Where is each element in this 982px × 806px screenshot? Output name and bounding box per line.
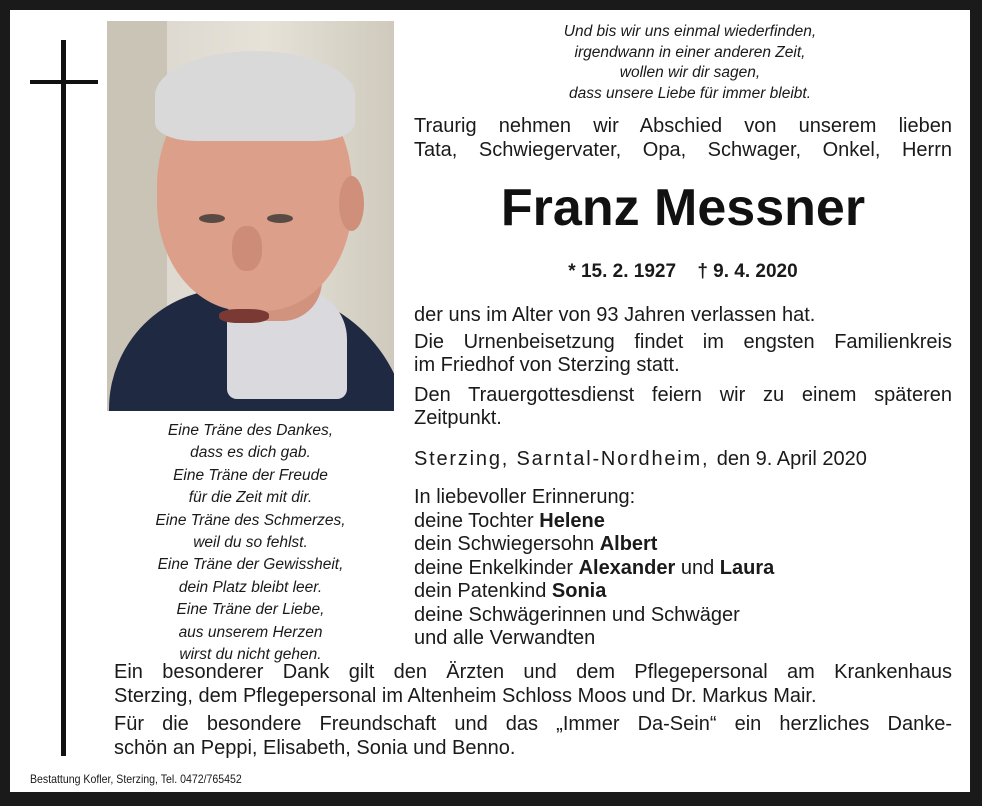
age-line (414, 304, 952, 327)
poem-line: Eine Träne des Schmerzes, (155, 511, 346, 529)
family-relation: dein Patenkind (414, 580, 552, 602)
poem-line: Eine Träne der Liebe, (176, 601, 325, 619)
family-heading: In liebevoller Erinnerung: (414, 486, 636, 508)
family-relation: deine Tochter (414, 509, 540, 532)
family-member (414, 580, 952, 604)
family-others: deine Schwägerinnen und Schwäger (414, 603, 740, 626)
poem-line: Eine Träne des Dankes, (167, 422, 334, 439)
thanks-line: Ein besonderer Dank gilt den Ärzten und dem Pflegepersonal am Krankenhaus (114, 661, 952, 683)
photo-eye-right (267, 214, 293, 223)
date-text: den 9. April 2020 (716, 448, 867, 470)
family-member (414, 557, 952, 581)
family-name: Albert (599, 533, 658, 555)
cross-icon-horizontal (30, 80, 98, 84)
motto-line: dass unsere Liebe für immer bleibt. (568, 84, 812, 102)
family-others: und alle Verwandten (414, 627, 596, 649)
motto-line: irgendwann in einer anderen Zeit, (574, 43, 806, 61)
service-line: Zeitpunkt. (414, 407, 502, 429)
intro-text (414, 114, 952, 162)
service-line: Den Trauergottesdienst feiern wir zu einem späteren (414, 384, 952, 406)
photo-nose (232, 226, 262, 271)
thanks-line: Sterzing, dem Pflegepersonal im Altenheim Schloss Moos und Dr. Markus Mair. (114, 684, 817, 707)
portrait-photo (107, 21, 394, 411)
motto-line: wollen wir dir sagen, (619, 64, 761, 81)
poem-line: aus unserem Herzen (178, 623, 323, 641)
poem-line: wirst du nicht gehen. (179, 646, 322, 664)
family-relation: deine Enkelkinder (414, 556, 579, 579)
life-dates (414, 260, 952, 284)
friendship-paragraph (114, 713, 952, 760)
poem-line: für die Zeit mit dir. (188, 489, 313, 507)
poem-line: weil du so fehlst. (193, 534, 308, 552)
death-date: † 9. 4. 2020 (697, 261, 798, 282)
poem (107, 420, 394, 666)
urn-line: Die Urnenbeisetzung findet im engsten Familienkreis (414, 331, 952, 353)
photo-eye-left (199, 214, 225, 223)
friendship-line: Für die besondere Freundschaft und das „Immer Da-Sein“ ein herzliches Danke- (114, 713, 952, 735)
photo-mouth (219, 309, 269, 323)
poem-line: dein Platz bleibt leer. (178, 578, 323, 596)
family-list (414, 486, 952, 651)
poem-line: Eine Träne der Freude (173, 466, 328, 484)
intro-line: Traurig nehmen wir Abschied von unserem lieben (414, 115, 952, 137)
obituary-card (10, 10, 970, 792)
motto-line: Und bis wir uns einmal wiederfinden, (563, 23, 817, 40)
photo-hair (155, 51, 355, 141)
intro-line: Tata, Schwiegervater, Opa, Schwager, Onkel, Herrn (414, 139, 952, 161)
motto-verse (480, 22, 900, 104)
family-relation: dein Schwiegersohn (414, 533, 600, 555)
family-name: Helene (539, 509, 605, 532)
family-member (414, 510, 952, 534)
deceased-name: Franz Messner (500, 179, 866, 237)
funeral-home-footer: Bestattung Kofler, Sterzing, Tel. 0472/765452 (30, 772, 242, 786)
poem-line: dass es dich gab. (190, 444, 311, 462)
family-name: Alexander (578, 556, 676, 579)
birth-date: * 15. 2. 1927 (568, 261, 677, 282)
service-paragraph (414, 384, 952, 430)
urn-line: im Friedhof von Sterzing statt. (414, 354, 680, 376)
urn-paragraph (414, 331, 952, 377)
cross-icon-vertical (61, 40, 66, 756)
family-name: Sonia (551, 580, 607, 602)
family-conjunction: und (675, 556, 720, 579)
family-name: Laura (719, 556, 775, 579)
age-text: der uns im Alter von 93 Jahren verlassen hat. (414, 304, 816, 326)
poem-line: Eine Träne der Gewissheit, (157, 556, 344, 574)
place-date-line (414, 448, 952, 471)
photo-ear (339, 176, 364, 231)
family-member (414, 533, 952, 557)
place-text: Sterzing, Sarntal-Nordheim, (414, 448, 710, 470)
friendship-line: schön an Peppi, Elisabeth, Sonia und Benno. (114, 736, 516, 759)
thanks-paragraph (114, 661, 952, 708)
